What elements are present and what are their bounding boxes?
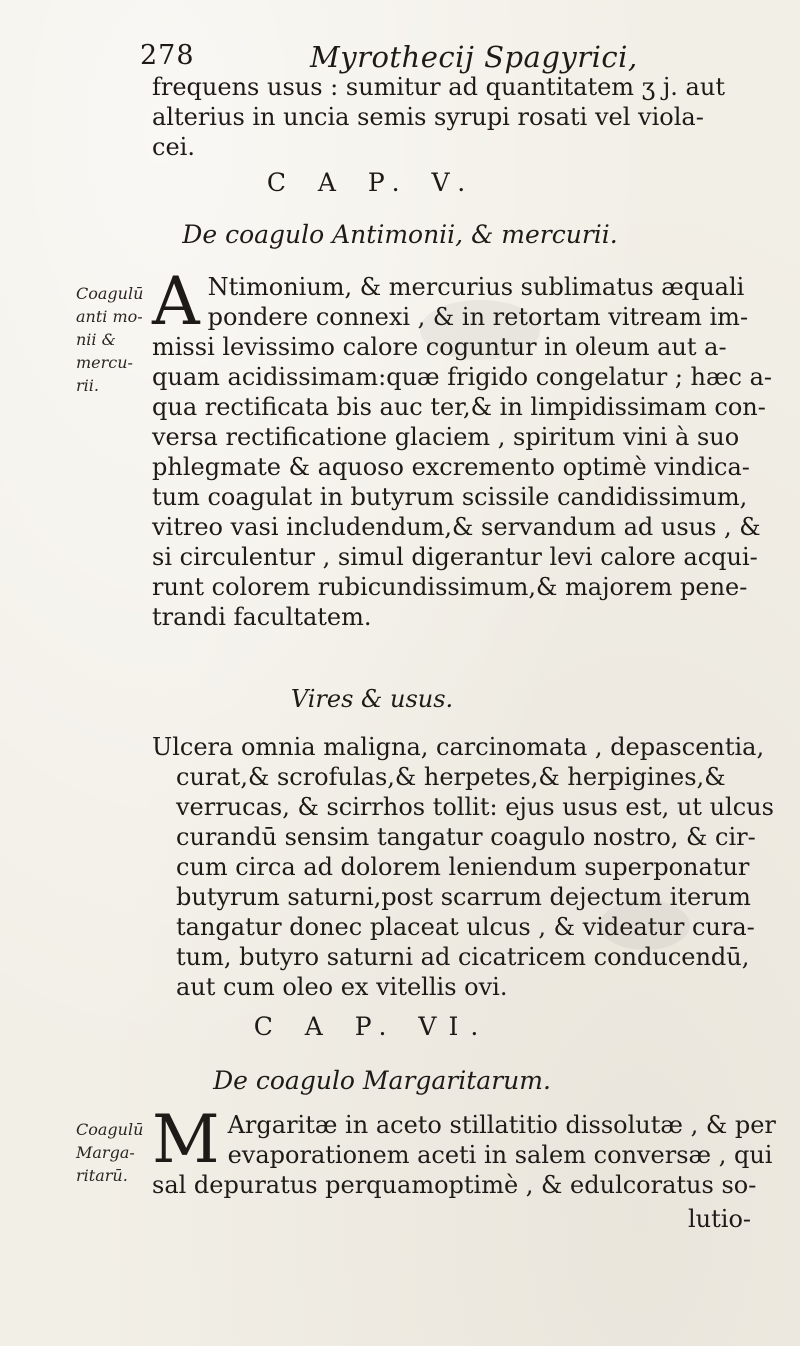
text-line: Argaritæ in aceto stillatitio dissolutæ , & per <box>227 1111 776 1139</box>
text-line: Ntimonium, & mercurius sublimatus æquali <box>207 273 745 301</box>
text-line: vitreo vasi includendum,& servandum ad usus , & <box>152 513 761 541</box>
text-line: sal depuratus perquamoptimè , & edulcoratus so- <box>152 1171 757 1199</box>
margin-note-line: Marga- <box>76 1143 135 1162</box>
vires-title: Vires & usus. <box>290 685 454 713</box>
margin-note-line: nii & <box>76 330 116 349</box>
text-line: tum coagulat in butyrum scissile candidissimum, <box>152 483 748 511</box>
drop-cap-a: A <box>152 263 200 340</box>
text-line: quam acidissimam:quæ frigido congelatur ; hæc a- <box>152 363 773 391</box>
text-line: cei. <box>152 133 195 161</box>
text-line: curat,& scrofulas,& herpetes,& herpigines,& <box>176 763 726 791</box>
text-line: missi levissimo calore coguntur in oleum aut a- <box>152 333 727 361</box>
chapter-5-label: C A P. V. <box>266 168 478 197</box>
drop-cap-m: M <box>152 1101 220 1178</box>
page-header <box>140 40 780 74</box>
chapter-6-label: C A P. VI. <box>253 1012 491 1041</box>
margin-note-line: Coagulū <box>76 284 144 303</box>
chapter-6-body <box>152 1101 778 1200</box>
text-line: evaporationem aceti in salem conversæ , qui <box>227 1141 773 1169</box>
chapter-5-title: De coagulo Antimonii, & mercurii. <box>182 220 618 249</box>
text-line: alterius in uncia semis syrupi rosati vel viola- <box>152 103 704 131</box>
chapter-5-body <box>152 263 778 632</box>
text-line: butyrum saturni,post scarrum dejectum iterum <box>176 883 751 911</box>
text-line: versa rectificatione glaciem , spiritum vini à suo <box>152 423 740 451</box>
text-line: aut cum oleo ex vitellis ovi. <box>176 973 508 1001</box>
intro-paragraph <box>152 72 778 162</box>
text-line: cum circa ad dolorem leniendum superponatur <box>176 853 750 881</box>
page-number: 278 <box>140 40 195 71</box>
text-line: Ulcera omnia maligna, carcinomata , depascentia, <box>152 733 765 761</box>
text-line: verrucas, & scirrhos tollit: ejus usus est, ut ulcus <box>176 793 774 821</box>
margin-note-line: anti mo- <box>76 307 143 326</box>
text-line: runt colorem rubicundissimum,& majorem pene- <box>152 573 748 601</box>
margin-note-chapter-5 <box>76 282 143 397</box>
text-line: phlegmate & aquoso excremento optimè vindica- <box>152 453 750 481</box>
text-line: trandi facultatem. <box>152 603 372 631</box>
margin-note-line: Coagulū <box>76 1120 144 1139</box>
text-line: pondere connexi , & in retortam vitream im- <box>207 303 749 331</box>
text-line: curandū sensim tangatur coagulo nostro, & cir- <box>176 823 756 851</box>
margin-note-line: mercu- <box>76 353 133 372</box>
text-line: tangatur donec placeat ulcus , & videatur cura- <box>176 913 755 941</box>
running-title: Myrothecij Spagyrici, <box>310 40 638 74</box>
text-line: si circulentur , simul digerantur levi calore acqui- <box>152 543 758 571</box>
margin-note-chapter-6 <box>76 1118 143 1187</box>
margin-note-line: ritarū. <box>76 1166 128 1185</box>
text-line: frequens usus : sumitur ad quantitatem ʒ j. aut <box>152 73 725 101</box>
vires-body <box>152 732 778 1002</box>
margin-note-line: rii. <box>76 376 99 395</box>
text-line: qua rectificata bis auc ter,& in limpidissimam con- <box>152 393 766 421</box>
text-line: tum, butyro saturni ad cicatricem conducendū, <box>176 943 750 971</box>
catchword: lutio- <box>688 1205 752 1233</box>
chapter-6-title: De coagulo Margaritarum. <box>213 1066 551 1095</box>
